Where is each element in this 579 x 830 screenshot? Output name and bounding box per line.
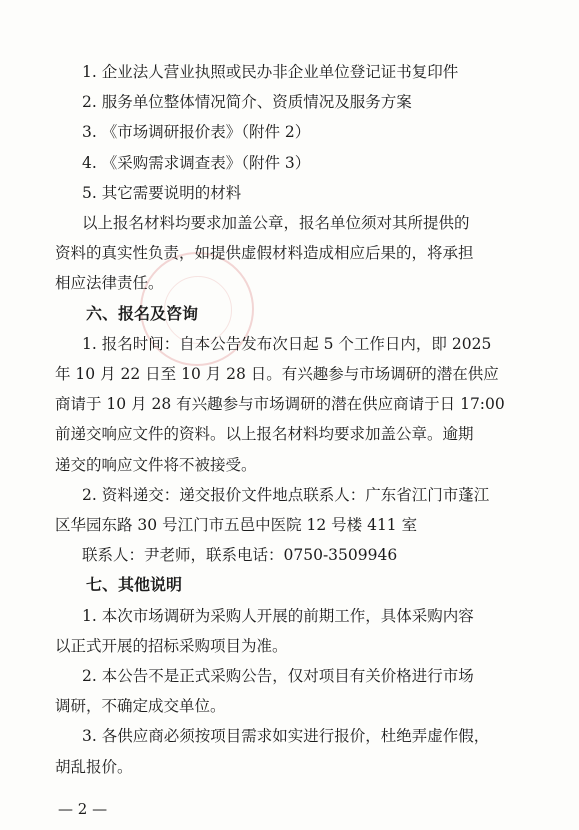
materials-note-line: 相应法律责任。 [55,274,164,293]
paragraph-line: 调研，不确定成交单位。 [55,697,226,716]
materials-note-line: 以上报名材料均要求加盖公章，报名单位须对其所提供的 [82,214,470,232]
materials-note-line: 资料的真实性负责，如提供虚假材料造成相应后果的，将承担 [55,244,474,263]
paragraph-line: 2. 本公告不是正式采购公告，仅对项目有关价格进行市场 [82,667,474,685]
paragraph-line: 1. 报名时间：自本公告发布次日起 5 个工作日内，即 2025 [82,334,492,353]
paragraph-line: 2. 资料递交：递交报价文件地点联系人：广东省江门市蓬江 [82,485,490,504]
paragraph-line: 3. 各供应商必须按项目需求如实进行报价，杜绝弄虚作假， [82,727,490,746]
list-item: 1. 企业法人营业执照或民办非企业单位登记证书复印件 [82,63,459,81]
paragraph-line: 以正式开展的招标采购项目为准。 [55,636,288,655]
paragraph-line: 胡乱报价。 [55,757,133,776]
paragraph-line: 商请于 10 月 28 有兴趣参与市场调研的潜在供应商请于日 17:00 [55,395,505,414]
list-item: 5. 其它需要说明的材料 [82,183,242,202]
list-item: 3. 《市场调研报价表》（附件 2） [82,123,311,142]
section-heading: 六、报名及咨询 [86,303,199,323]
paragraph-line: 前递交响应文件的资料。以上报名材料均要求加盖公章。逾期 [55,425,474,444]
list-item: 2. 服务单位整体情况简介、资质情况及服务方案 [82,93,412,112]
paragraph-line: 区华园东路 30 号江门市五邑中医院 12 号楼 411 室 [55,516,418,534]
paragraph-line: 年 10 月 22 日至 10 月 28 日。有兴趣参与市场调研的潜在供应 [55,365,499,383]
section-heading: 七、其他说明 [86,575,183,595]
paragraph-line: 1. 本次市场调研为采购人开展的前期工作，具体采购内容 [82,606,474,625]
list-item: 4. 《采购需求调查表》（附件 3） [82,153,311,172]
paragraph-line: 递交的响应文件将不被接受。 [55,455,257,474]
page-number: — 2 — [58,800,108,818]
contact-line: 联系人：尹老师，联系电话：0750-3509946 [82,546,398,565]
